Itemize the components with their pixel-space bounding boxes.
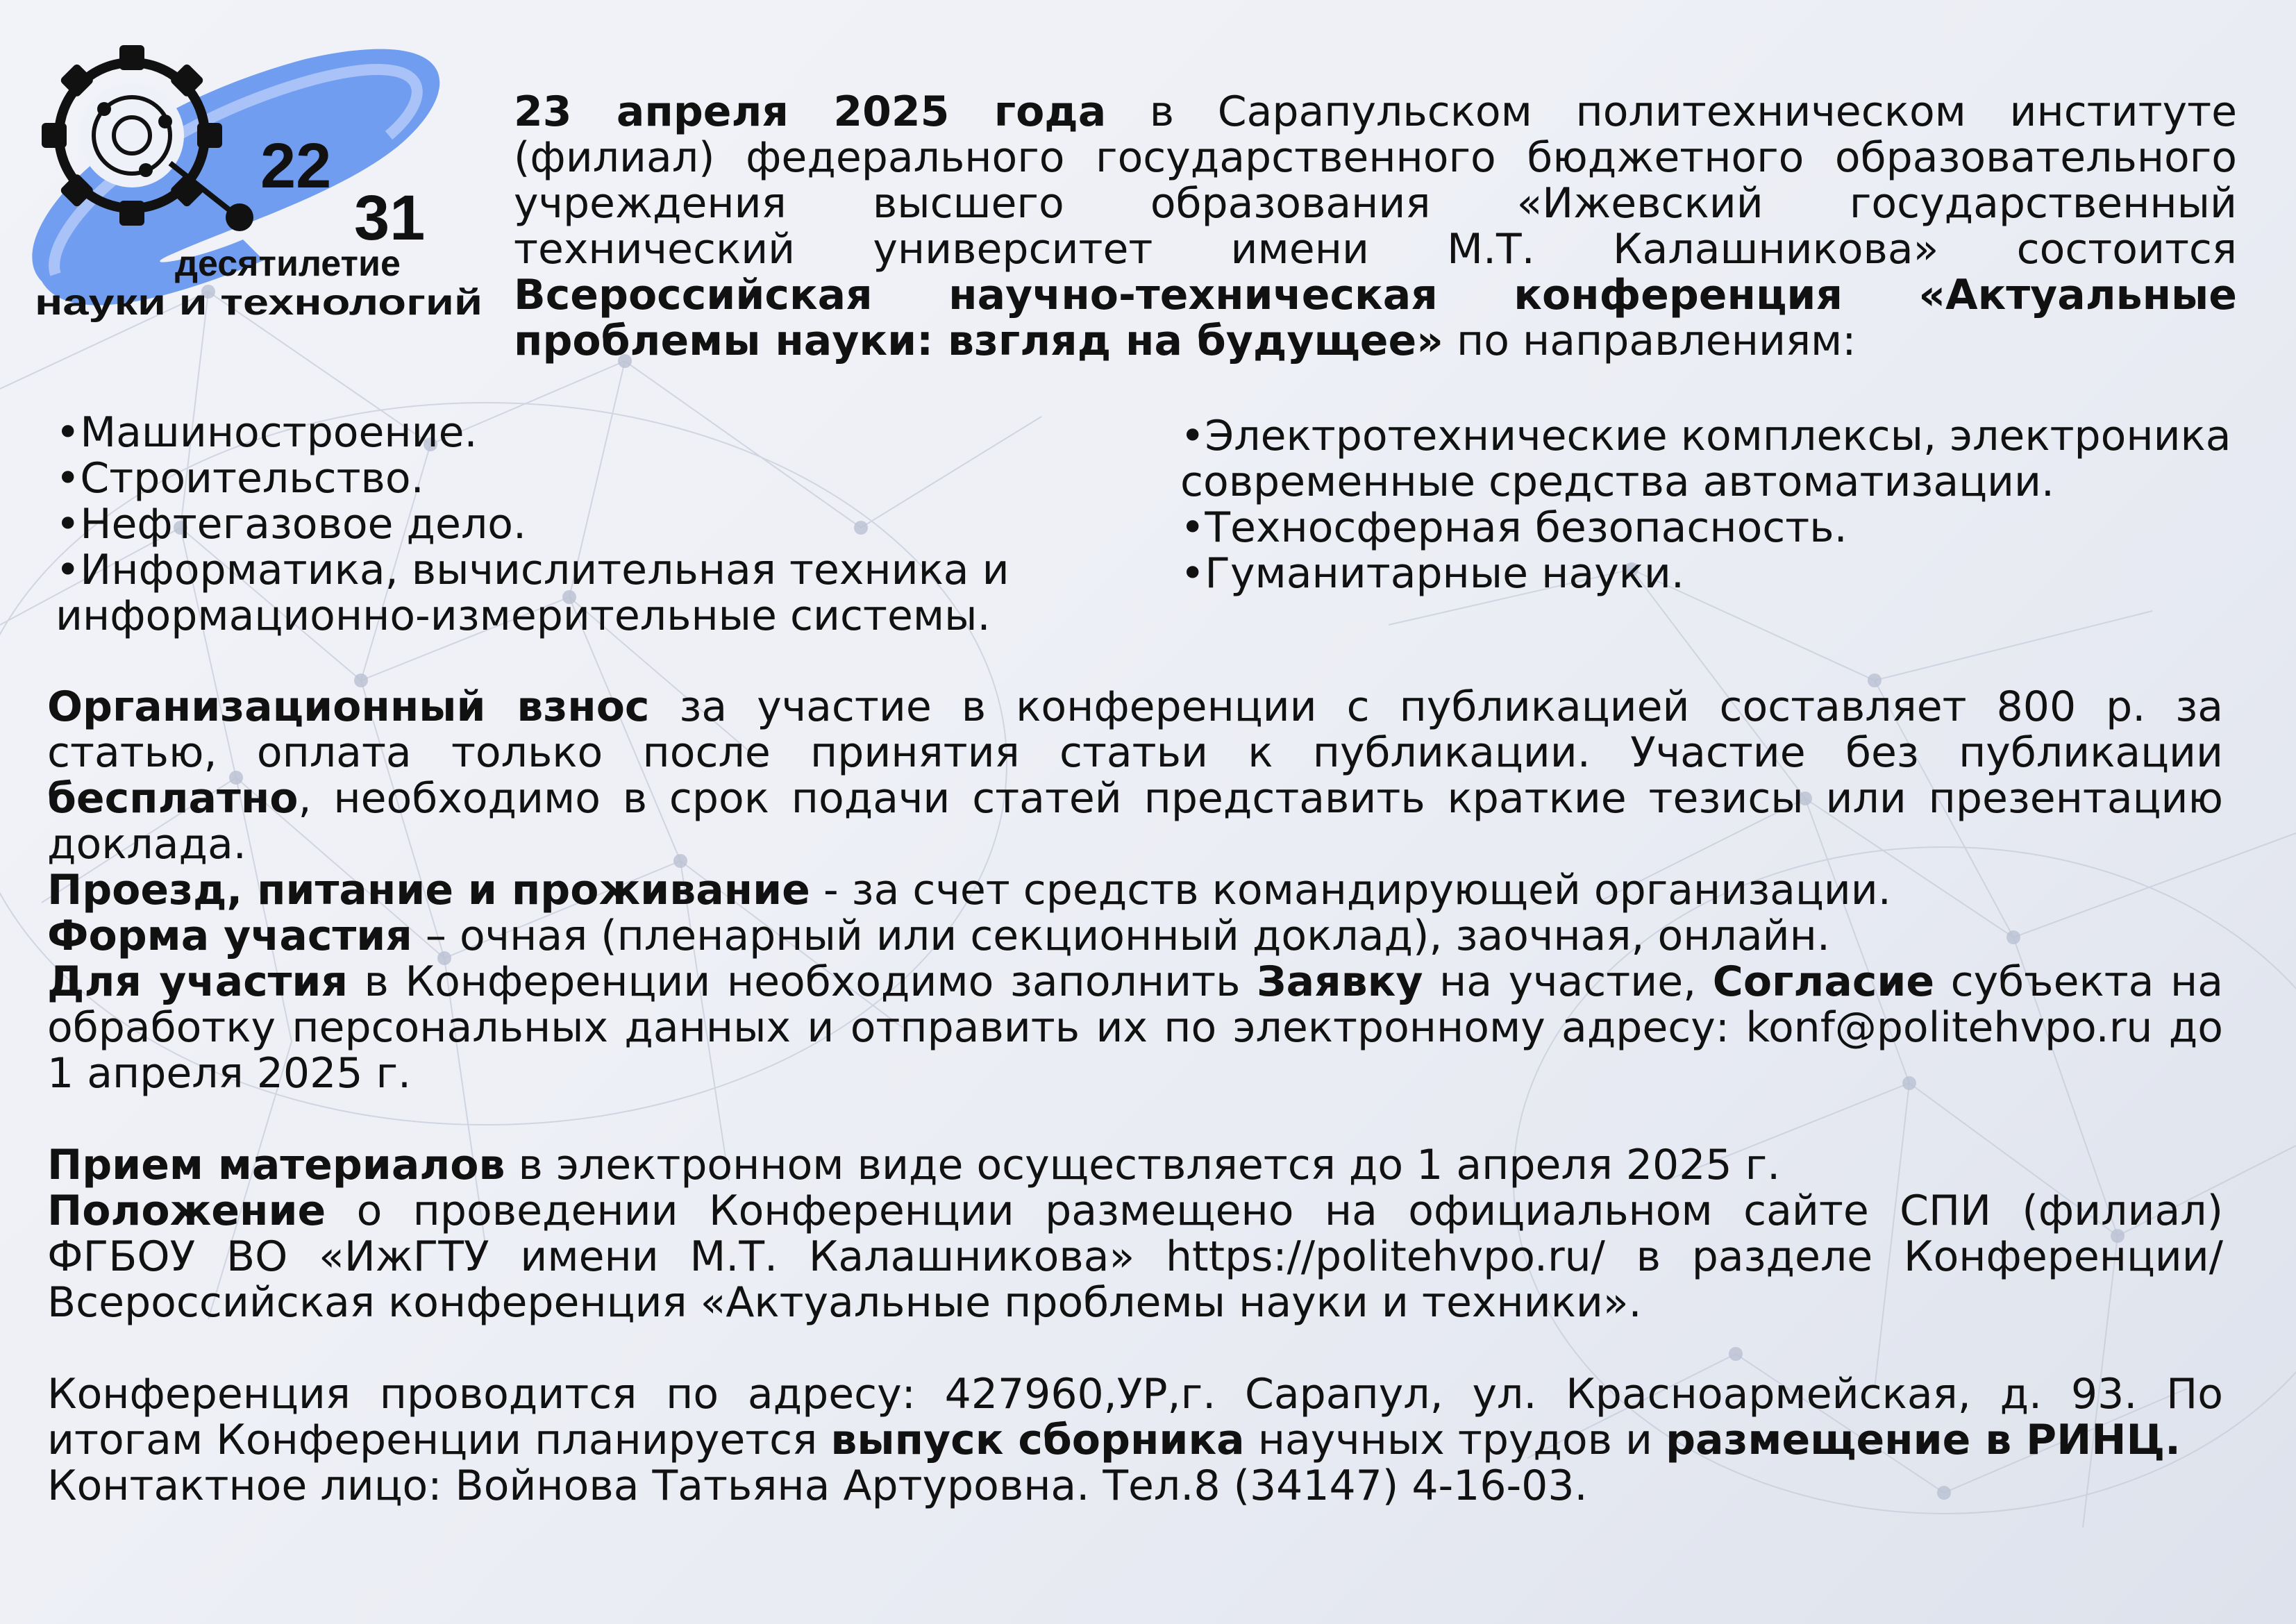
materials-paragraph: Прием материалов в электронном виде осуществляется до 1 апреля 2025 г.	[47, 1141, 1781, 1189]
conference-date: 23 апреля 2025 года	[514, 87, 1107, 136]
intro-paragraph: 23 апреля 2025 года в Сарапульском политехническом институте (филиал) федерального государственного бюджетного образовательного учреждения высшего образования «Ижевский государственный технический университет имени М.Т. Калашникова» состоится Всероссийская научно-техническая конференция «Актуальные проблемы науки: взгляд на будущее» по направлениям:	[514, 87, 2237, 365]
decade-of-science-logo	[14, 31, 486, 323]
main-body	[47, 684, 2223, 1509]
direction-item: •Нефтегазовое дело.	[56, 500, 527, 549]
direction-item: •Машиностроение.	[56, 408, 478, 457]
travel-paragraph: Проезд, питание и проживание - за счет средств командирующей организации.	[47, 866, 1891, 914]
logo-line2: науки и технологий	[35, 283, 483, 323]
spacer	[47, 1096, 2223, 1142]
participation-paragraph: Для участия в Конференции необходимо заполнить Заявку на участие, Согласие субъекта на обработку персональных данных и отправить их по электронному адресу: konf@politehvpo.ru до 1 апреля 2025 г.	[47, 957, 2224, 1098]
direction-item: •Гуманитарные науки.	[1180, 549, 1684, 598]
regulation-paragraph: Положение о проведении Конференции размещено на официальном сайте СПИ (филиал) ФГБОУ ВО «ИжГТУ имени М.Т. Калашникова» https://politehvpo.ru/ в разделе Конференции/ Всероссийская конференция «Актуальные проблемы науки и техники».	[47, 1187, 2223, 1327]
direction-item: •Строительство.	[56, 454, 424, 503]
directions-list-left	[56, 410, 1083, 639]
direction-item: •Техносферная безопасность.	[1180, 503, 1847, 552]
gear-icon	[42, 45, 253, 231]
spacer	[47, 1325, 2223, 1371]
form-paragraph: Форма участия – очная (пленарный или секционный доклад), заочная, онлайн.	[47, 912, 1830, 960]
direction-item: •Электротехнические комплексы, электроника современные средства автоматизации.	[1180, 412, 2231, 506]
fee-paragraph: Организационный взнос за участие в конференции с публикацией составляет 800 р. за статью, оплата только после принятия статьи к публикации. Участие без публикации бесплатно, необходимо в срок подачи статей представить краткие тезисы или презентацию доклада.	[47, 683, 2223, 869]
conference-name: Всероссийская научно-техническая конференция «Актуальные проблемы науки: взгляд на будущее»	[514, 271, 2237, 365]
logo-year-end: 31	[354, 183, 426, 253]
directions-list-right	[1180, 413, 2291, 596]
contact-paragraph: Контактное лицо: Войнова Татьяна Артуровна. Тел.8 (34147) 4-16-03.	[47, 1462, 1588, 1510]
address-paragraph: Конференция проводится по адресу: 427960,УР,г. Сарапул, ул. Красноармейская, д. 93. По итогам Конференции планируется выпуск сборника научных трудов и размещение в РИНЦ.	[47, 1370, 2223, 1464]
logo-year-start: 22	[260, 131, 332, 201]
logo-line1: десятилетие	[175, 244, 401, 284]
direction-item: •Информатика, вычислительная техника и информационно-измерительные системы.	[56, 546, 1009, 640]
